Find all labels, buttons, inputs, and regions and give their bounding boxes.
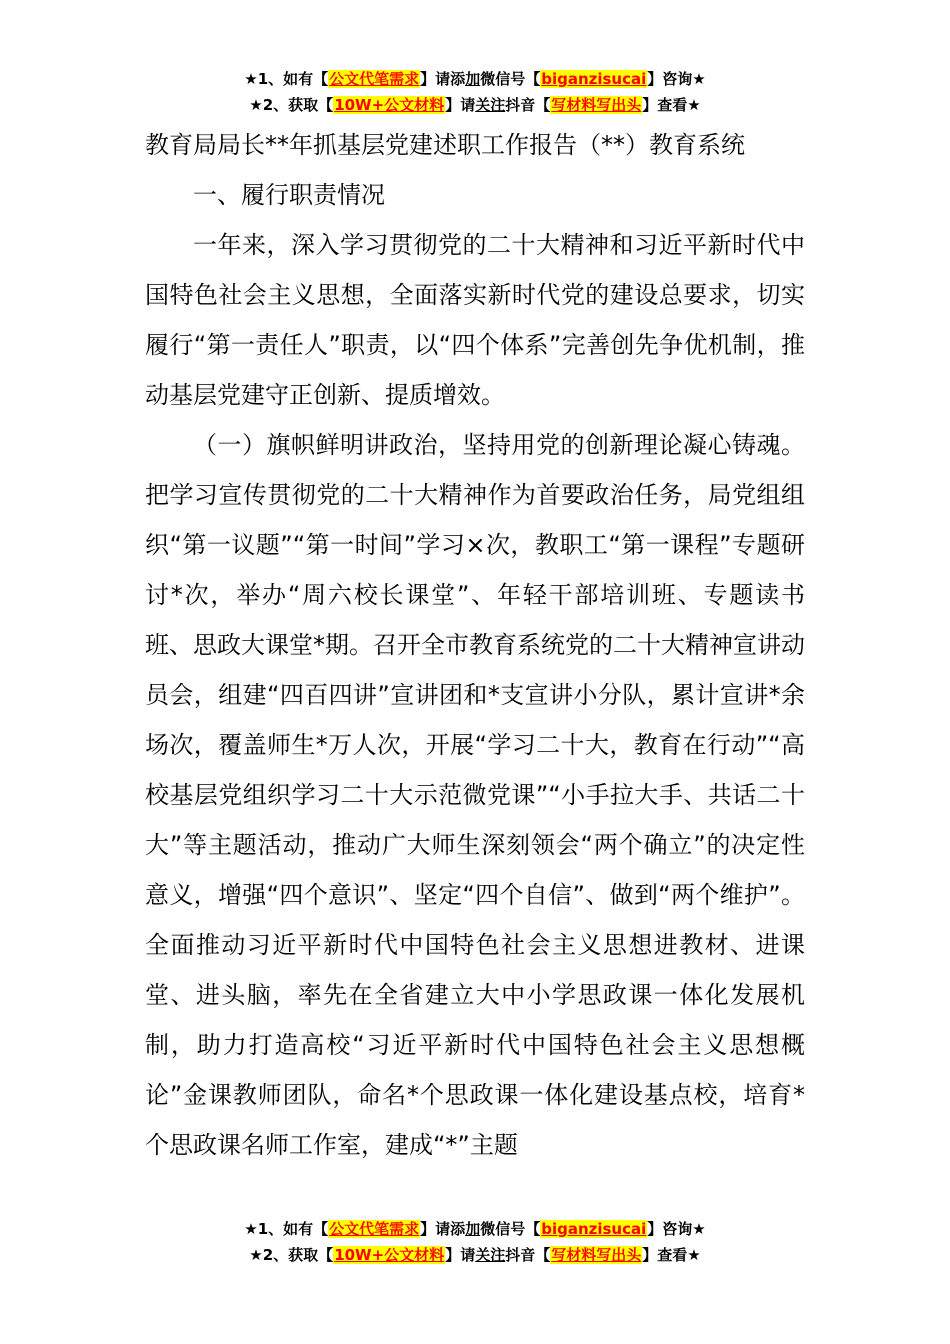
promo-banner-bottom	[0, 1216, 950, 1268]
highlight-service: 公文代笔需求	[329, 1220, 420, 1238]
paragraph-intro: 一年来，深入学习贯彻党的二十大精神和习近平新时代中国特色社会主义思想，全面落实新时代党的建设总要求，切实履行“第一责任人”职责，以“四个体系”完善创先争优机制，推动基层党建守正创新、提质增效。	[145, 231, 805, 409]
highlight-materials: 10W+公文材料	[334, 1246, 445, 1264]
document-body	[145, 120, 805, 1170]
highlight-douyin: 写材料写出头	[551, 1246, 642, 1264]
paragraph-politics: （一）旗帜鲜明讲政治，坚持用党的创新理论凝心铸魂。把学习宣传贯彻党的二十大精神作为首要政治任务，局党组组织“第一议题”“第一时间”学习×次，教职工“第一课程”专题研讨*次，举办“周六校长课堂”、年轻干部培训班、专题读书班、思政大课堂*期。召开全市教育系统党的二十大精神宣讲动员会，组建“四百四讲”宣讲团和*支宣讲小分队，累计宣讲*余场次，覆盖师生*万人次，开展“学习二十大，教育在行动”“高校基层党组织学习二十大示范微党课”“小手拉大手、共话二十大”等主题活动，推动广大师生深刻领会“两个确立”的决定性意义，增强“四个意识”、坚定“四个自信”、做到“两个维护”。全面推动习近平新时代中国特色社会主义思想进教材、进课堂、进头脑，率先在全省建立大中小学思政课一体化发展机制，助力打造高校“习近平新时代中国特色社会主义思想概论”金课教师团队，命名*个思政课一体化建设基点校，培育*个思政课名师工作室，建成“*”主题	[145, 431, 805, 1159]
promo-line-1: ★1、如有【公文代笔需求】请添加微信号【biganzisucai】咨询★	[244, 70, 706, 88]
section-heading: 一、履行职责情况	[193, 181, 385, 209]
promo-line-2: ★2、获取【10W+公文材料】请关注抖音【写材料写出头】查看★	[249, 1246, 701, 1264]
highlight-service: 公文代笔需求	[329, 70, 420, 88]
document-title: 教育局局长**年抓基层党建述职工作报告（**）教育系统	[145, 131, 745, 159]
highlight-wechat-id: biganzisucai	[541, 1220, 647, 1238]
promo-line-1: ★1、如有【公文代笔需求】请添加微信号【biganzisucai】咨询★	[244, 1220, 706, 1238]
promo-banner-top	[0, 66, 950, 118]
highlight-douyin: 写材料写出头	[551, 96, 642, 114]
promo-line-2: ★2、获取【10W+公文材料】请关注抖音【写材料写出头】查看★	[249, 96, 701, 114]
highlight-materials: 10W+公文材料	[334, 96, 445, 114]
highlight-wechat-id: biganzisucai	[541, 70, 647, 88]
